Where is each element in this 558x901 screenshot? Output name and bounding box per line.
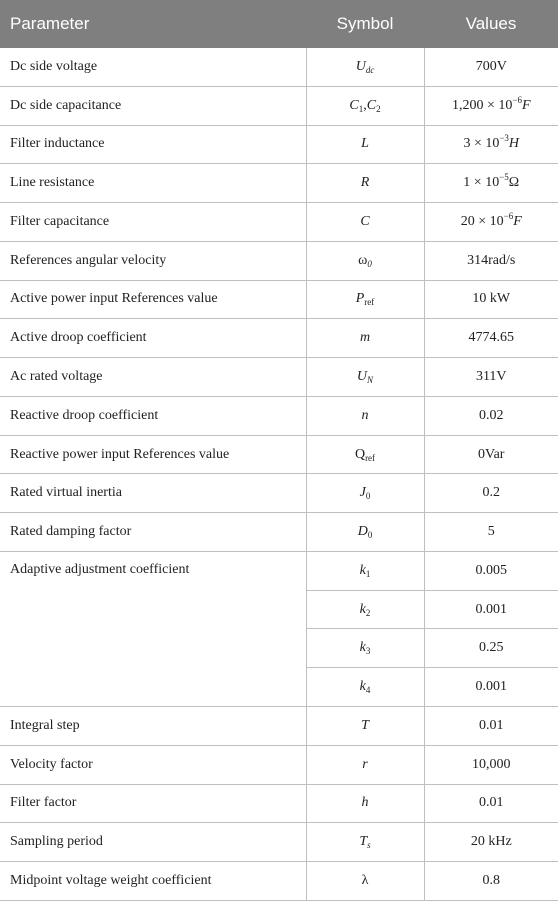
symbol-cell [306,513,424,552]
symbol: C [349,97,359,113]
value-exponent: −6 [503,210,514,221]
parameter-cell: Adaptive adjustment coefficient [0,551,306,706]
symbol: m [359,330,371,346]
table-body [0,48,558,900]
symbol-cell [306,125,424,164]
symbol: P [355,291,365,307]
value-cell: 10 kW [424,280,558,319]
symbol: C [366,97,377,113]
header-row [0,0,558,48]
symbol-subscript: 1 [365,568,371,579]
table-row [0,745,558,784]
symbol-subscript: 0 [367,530,373,541]
symbol-subscript: ref [365,452,376,463]
value-exponent: −3 [499,133,509,144]
symbol-subscript: ref [364,297,375,308]
symbol-cell [306,745,424,784]
parameter-cell: Rated virtual inertia [0,474,306,513]
symbol-subscript: dc [365,64,375,75]
table-row [0,474,558,513]
symbol-cell [306,707,424,746]
parameter-cell: Active power input References value [0,280,306,319]
table-row [0,862,558,901]
parameter-cell: Line resistance [0,164,306,203]
symbol-subscript: N [367,375,374,385]
symbol-subscript: 2 [376,103,381,114]
symbol: Q [354,446,366,462]
symbol: U [356,369,368,384]
parameter-cell: References angular velocity [0,241,306,280]
symbol-cell [306,396,424,435]
symbol: U [355,58,366,74]
value-exponent: −6 [512,94,522,105]
header-values: Values [424,0,558,48]
symbol-subscript: 4 [365,685,371,696]
value-cell: 0.8 [424,862,558,901]
parameter-cell: Filter inductance [0,125,306,164]
value-base: 3 × 10 [463,136,500,152]
symbol: D [357,524,368,540]
value-exponent: −5 [499,172,509,183]
symbol-cell [306,629,424,668]
table-row [0,164,558,203]
symbol: R [360,175,370,191]
value-cell [424,164,558,203]
value-unit: H [508,136,520,152]
symbol: k [359,601,366,617]
parameter-cell: Integral step [0,707,306,746]
value-cell [424,86,558,125]
parameter-cell: Velocity factor [0,745,306,784]
value-cell: 10,000 [424,745,558,784]
value-cell: 700V [424,48,558,86]
table-row [0,125,558,164]
value-base: 1,200 × 10 [451,97,513,113]
symbol-cell [306,358,424,397]
parameter-cell: Midpoint voltage weight coefficient [0,862,306,901]
table-row [0,358,558,397]
symbol-subscript: 1 [358,103,364,114]
parameter-cell: Dc side voltage [0,48,306,86]
parameter-cell: Active droop coefficient [0,319,306,358]
value-cell: 0.005 [424,551,558,590]
value-cell: 311V [424,358,558,397]
symbol: ω [358,252,368,268]
value-unit: F [521,97,531,113]
value-cell: 4774.65 [424,319,558,358]
table-row [0,784,558,823]
parameter-cell: Filter capacitance [0,203,306,242]
symbol: n [361,407,369,423]
symbol-cell [306,474,424,513]
value-cell: 0Var [424,435,558,474]
symbol-cell [306,784,424,823]
value-cell: 0.01 [424,707,558,746]
symbol: T [361,717,369,733]
symbol: C [360,213,370,229]
symbol: r [362,756,368,772]
value-cell: 314rad/s [424,241,558,280]
symbol: L [361,136,369,152]
symbol-cell [306,668,424,707]
symbol: λ [361,872,369,888]
symbol: k [359,640,366,656]
table-row [0,203,558,242]
symbol-cell [306,823,424,862]
table-row [0,319,558,358]
value-base: 1 × 10 [463,175,500,191]
value-cell: 20 kHz [424,823,558,862]
value-cell: 0.001 [424,590,558,629]
symbol-separator: , [363,97,367,113]
value-base: 20 × 10 [460,213,504,229]
table-row [0,823,558,862]
symbol-cell [306,48,424,86]
symbol-subscript: s [367,840,371,851]
table-row [0,513,558,552]
table-row [0,707,558,746]
symbol: h [361,795,369,811]
value-cell: 5 [424,513,558,552]
table-header [0,0,558,48]
value-cell: 0.2 [424,474,558,513]
table-row [0,241,558,280]
table-row [0,48,558,86]
value-cell: 0.01 [424,784,558,823]
table-row [0,551,558,590]
parameter-cell: Dc side capacitance [0,86,306,125]
symbol-cell [306,203,424,242]
symbol-cell [306,590,424,629]
symbol-cell [306,86,424,125]
symbol: k [359,679,366,695]
value-unit: F [513,213,522,229]
symbol-cell [306,435,424,474]
symbol-subscript: 3 [365,646,371,657]
symbol-subscript: 2 [365,607,371,618]
table-row [0,280,558,319]
symbol-cell [306,280,424,319]
symbol-cell [306,164,424,203]
value-cell [424,125,558,164]
value-cell: 0.001 [424,668,558,707]
value-cell [424,203,558,242]
symbol: k [359,562,366,578]
header-parameter: Parameter [0,0,306,48]
symbol-cell [306,241,424,280]
table-row [0,86,558,125]
table-row [0,396,558,435]
value-cell: 0.02 [424,396,558,435]
symbol: T [359,834,368,850]
parameter-cell: Reactive power input References value [0,435,306,474]
parameter-cell: Filter factor [0,784,306,823]
symbol-cell [306,319,424,358]
value-unit: Ω [508,175,520,191]
symbol-cell [306,551,424,590]
symbol: J [359,485,366,501]
value-cell: 0.25 [424,629,558,668]
symbol-cell [306,862,424,901]
parameter-cell: Reactive droop coefficient [0,396,306,435]
symbol-subscript: 0 [367,258,372,269]
symbol-subscript: 0 [365,491,371,502]
header-symbol: Symbol [306,0,424,48]
parameter-cell: Ac rated voltage [0,358,306,397]
parameter-cell: Rated damping factor [0,513,306,552]
table-row [0,435,558,474]
parameter-cell: Sampling period [0,823,306,862]
